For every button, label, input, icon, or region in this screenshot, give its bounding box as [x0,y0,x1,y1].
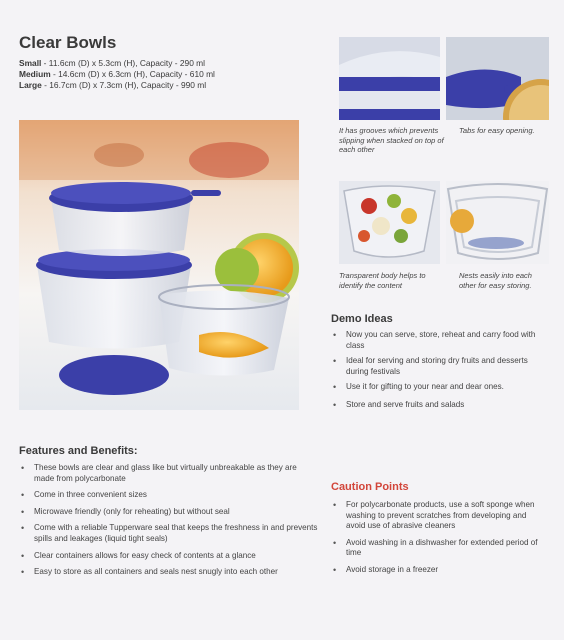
spec-line-large [19,80,215,91]
caution-title: Caution Points [331,481,409,493]
transparent-body-caption: Transparent body helps to identify the content [339,271,426,290]
demo-ideas-list [331,330,546,411]
demo-ideas-title: Demo Ideas [331,313,393,325]
list-item: • Come in three convenient sizes [19,490,319,501]
tab-caption: Tabs for easy opening. [459,126,535,135]
tab-photo [446,37,549,120]
spec-size-label: Medium [19,69,51,79]
features-list [19,463,319,578]
nesting-caption: Nests easily into each other for easy storing. [459,271,532,290]
list-item: • Avoid washing in a dishwasher for extended period of time [331,538,546,559]
list-item: • Ideal for serving and storing dry fruits and desserts during festivals [331,356,546,377]
list-item: • For polycarbonate products, use a soft sponge when washing to prevent scratches from developing and avoid use of abrasive cleaners [331,500,546,532]
spec-size-label: Large [19,80,42,90]
grooves-caption: It has grooves which prevents slipping when stacked on top of each other [339,126,444,154]
nesting-photo [446,181,549,264]
list-item: • Clear containers allows for easy check of contents at a glance [19,551,319,562]
list-item: • Microwave friendly (only for reheating) but without seal [19,507,319,518]
list-item: • Store and serve fruits and salads [331,400,546,411]
list-item: • Avoid storage in a freezer [331,565,546,576]
features-title: Features and Benefits: [19,445,138,457]
page-title: Clear Bowls [19,33,117,52]
spec-size-label: Small [19,58,42,68]
spec-size-detail: - 14.6cm (D) x 6.3cm (H), Capacity - 610 ml [50,69,215,79]
list-item: • These bowls are clear and glass like but virtually unbreakable as they are made from polycarbonate [19,463,319,484]
size-specs [19,58,215,91]
spec-size-detail: - 11.6cm (D) x 5.3cm (H), Capacity - 290 ml [41,58,206,68]
main-product-photo [19,120,299,410]
spec-size-detail: - 16.7cm (D) x 7.3cm (H), Capacity - 990 ml [41,80,207,90]
list-item: • Come with a reliable Tupperware seal that keeps the freshness in and prevents spills and leakages (liquid tight seals) [19,523,319,544]
list-item: • Now you can serve, store, reheat and carry food with class [331,330,546,351]
transparent-body-photo [339,181,440,264]
list-item: • Easy to store as all containers and seals nest snugly into each other [19,567,319,578]
grooves-photo [339,37,440,120]
caution-list [331,500,546,576]
list-item: • Use it for gifting to your near and dear ones. [331,382,546,393]
spec-line-medium [19,69,215,80]
spec-line-small [19,58,215,69]
